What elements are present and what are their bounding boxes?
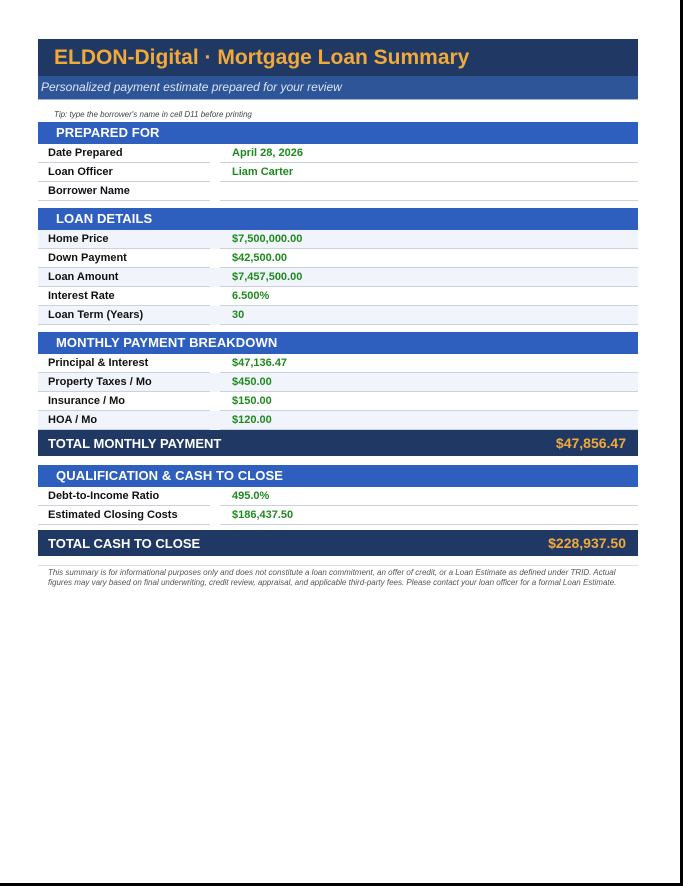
row-label-insurance: Insurance / Mo [38,392,210,411]
total-monthly-payment-label: TOTAL MONTHLY PAYMENT [48,435,222,451]
table-row [38,249,638,268]
row-value-dti[interactable]: 495.0% [220,487,638,506]
row-label-home-price: Home Price [38,230,210,249]
row-value-insurance[interactable]: $150.00 [220,392,638,411]
row-value-home-price[interactable]: $7,500,000.00 [220,230,638,249]
tip-note: Tip: type the borrower's name in cell D11 before printing [54,110,252,119]
summary-sheet [38,39,638,588]
table-row [38,373,638,392]
row-label-date-prepared: Date Prepared [38,144,210,163]
table-row [38,392,638,411]
section-monthly-payment: MONTHLY PAYMENT BREAKDOWN [38,332,638,354]
total-cash-to-close-bar [38,530,638,556]
row-label-dti: Debt-to-Income Ratio [38,487,210,506]
document-subtitle: Personalized payment estimate prepared for your review [38,76,638,100]
total-cash-to-close-label: TOTAL CASH TO CLOSE [48,535,201,551]
section-prepared-for: PREPARED FOR [38,122,638,144]
row-value-hoa[interactable]: $120.00 [220,411,638,430]
row-label-property-taxes: Property Taxes / Mo [38,373,210,392]
table-row [38,163,638,182]
row-value-closing-costs[interactable]: $186,437.50 [220,506,638,525]
table-row [38,268,638,287]
row-value-loan-term[interactable]: 30 [220,306,638,325]
row-value-property-taxes[interactable]: $450.00 [220,373,638,392]
row-label-principal-interest: Principal & Interest [38,354,210,373]
row-label-loan-officer: Loan Officer [38,163,210,182]
row-value-down-payment[interactable]: $42,500.00 [220,249,638,268]
table-row [38,182,638,201]
row-label-borrower-name: Borrower Name [38,182,210,201]
table-row [38,487,638,506]
total-cash-to-close-value: $228,937.50 [548,535,626,551]
row-value-date-prepared[interactable]: April 28, 2026 [220,144,638,163]
table-row [38,506,638,525]
table-row [38,144,638,163]
table-row [38,287,638,306]
total-monthly-payment-bar [38,430,638,456]
table-row [38,411,638,430]
table-row [38,230,638,249]
row-label-hoa: HOA / Mo [38,411,210,430]
total-monthly-payment-value: $47,856.47 [555,435,626,451]
document-title: ELDON-Digital · Mortgage Loan Summary [38,39,638,76]
section-qualification: QUALIFICATION & CASH TO CLOSE [38,465,638,487]
disclaimer-text: This summary is for informational purposes only and does not constitute a loan commitment, an offer of credit, or a Loan Estimate as defined under TRID. Actual figures may vary based on final underwriting, credit review, appraisal, and applicable third-party fees. Please contact your loan officer for a formal Loan Estimate. [38,565,638,588]
row-value-loan-amount[interactable]: $7,457,500.00 [220,268,638,287]
row-label-loan-amount: Loan Amount [38,268,210,287]
table-row [38,306,638,325]
row-value-principal-interest[interactable]: $47,136.47 [220,354,638,373]
row-label-closing-costs: Estimated Closing Costs [38,506,210,525]
row-label-interest-rate: Interest Rate [38,287,210,306]
row-label-loan-term: Loan Term (Years) [38,306,210,325]
table-row [38,354,638,373]
section-loan-details: LOAN DETAILS [38,208,638,230]
row-value-loan-officer[interactable]: Liam Carter [220,163,638,182]
row-label-down-payment: Down Payment [38,249,210,268]
row-value-borrower-name[interactable] [220,182,638,201]
row-value-interest-rate[interactable]: 6.500% [220,287,638,306]
